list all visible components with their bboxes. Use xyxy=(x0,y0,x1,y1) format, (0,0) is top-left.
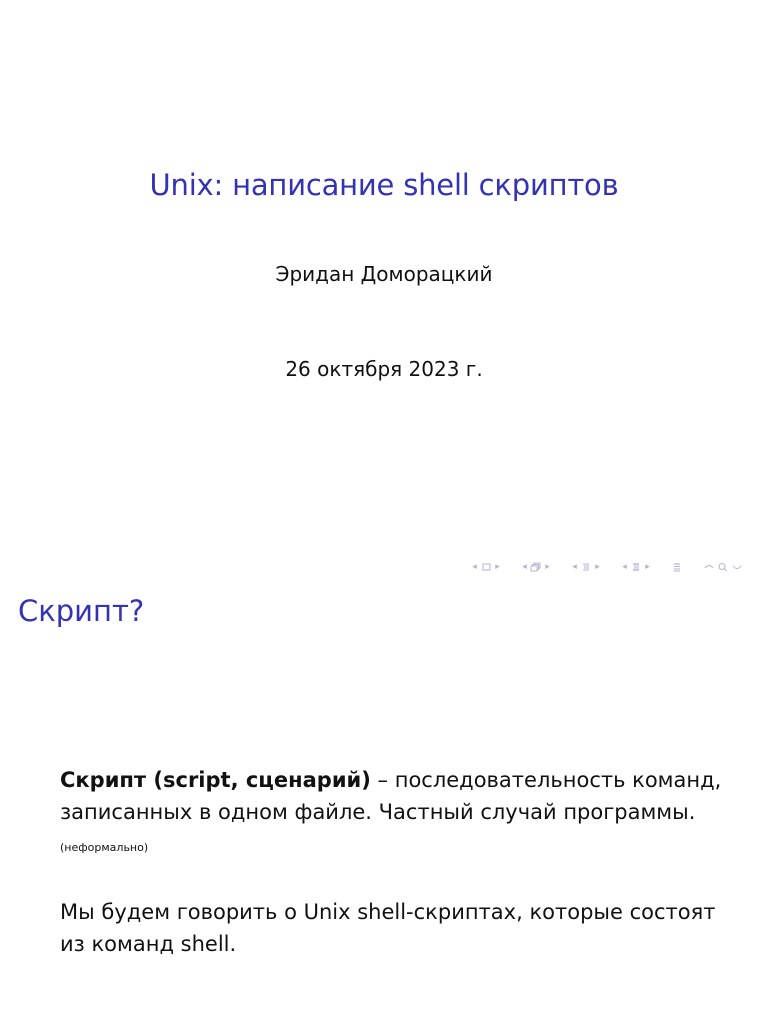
section-navigation[interactable] xyxy=(570,562,602,572)
previous-section-arrow-icon[interactable]: ◂ xyxy=(572,562,577,572)
beamer-navigation-bar xyxy=(470,558,744,576)
next-section-arrow-icon[interactable]: ▸ xyxy=(595,562,600,572)
undo-icon[interactable] xyxy=(702,562,716,572)
informal-note: (неформально) xyxy=(60,841,149,854)
subsection-nav-icon[interactable] xyxy=(529,562,543,572)
toc-icon[interactable] xyxy=(670,562,684,572)
definition-paragraph xyxy=(60,764,740,864)
previous-part-arrow-icon[interactable]: ◂ xyxy=(622,562,627,572)
redo-icon[interactable] xyxy=(730,562,744,572)
frame-nav-icon[interactable] xyxy=(479,563,493,571)
previous-frame-arrow-icon[interactable]: ◂ xyxy=(472,562,477,572)
shell-scripts-paragraph: Мы будем говорить о Unix shell-скриптах, которые состоят из команд shell. xyxy=(60,900,716,956)
search-controls[interactable] xyxy=(702,562,744,572)
next-subsection-arrow-icon[interactable]: ▸ xyxy=(545,562,550,572)
search-zoom-icon[interactable] xyxy=(716,562,730,572)
previous-subsection-arrow-icon[interactable]: ◂ xyxy=(522,562,527,572)
subsection-navigation[interactable] xyxy=(520,562,552,572)
presentation-author: Эридан Доморацкий xyxy=(275,262,493,286)
next-frame-arrow-icon[interactable]: ▸ xyxy=(495,562,500,572)
script-definition-slide xyxy=(0,576,768,1024)
toc-navigation[interactable] xyxy=(670,562,684,572)
next-part-arrow-icon[interactable]: ▸ xyxy=(645,562,650,572)
frame-title: Скрипт? xyxy=(18,594,145,628)
presentation-navigation[interactable] xyxy=(620,562,652,572)
definition-text: – последовательность команд, записанных в одном файле. Частный случай программы. xyxy=(60,768,722,824)
frame-navigation[interactable] xyxy=(470,562,502,572)
presentation-date: 26 октября 2023 г. xyxy=(285,357,483,381)
section-nav-icon[interactable] xyxy=(579,562,593,572)
presentation-nav-icon[interactable] xyxy=(629,562,643,572)
presentation-title: Unix: написание shell скриптов xyxy=(149,168,619,202)
frame-body xyxy=(60,764,740,960)
definition-term: Скрипт (script, сценарий) xyxy=(60,768,371,792)
